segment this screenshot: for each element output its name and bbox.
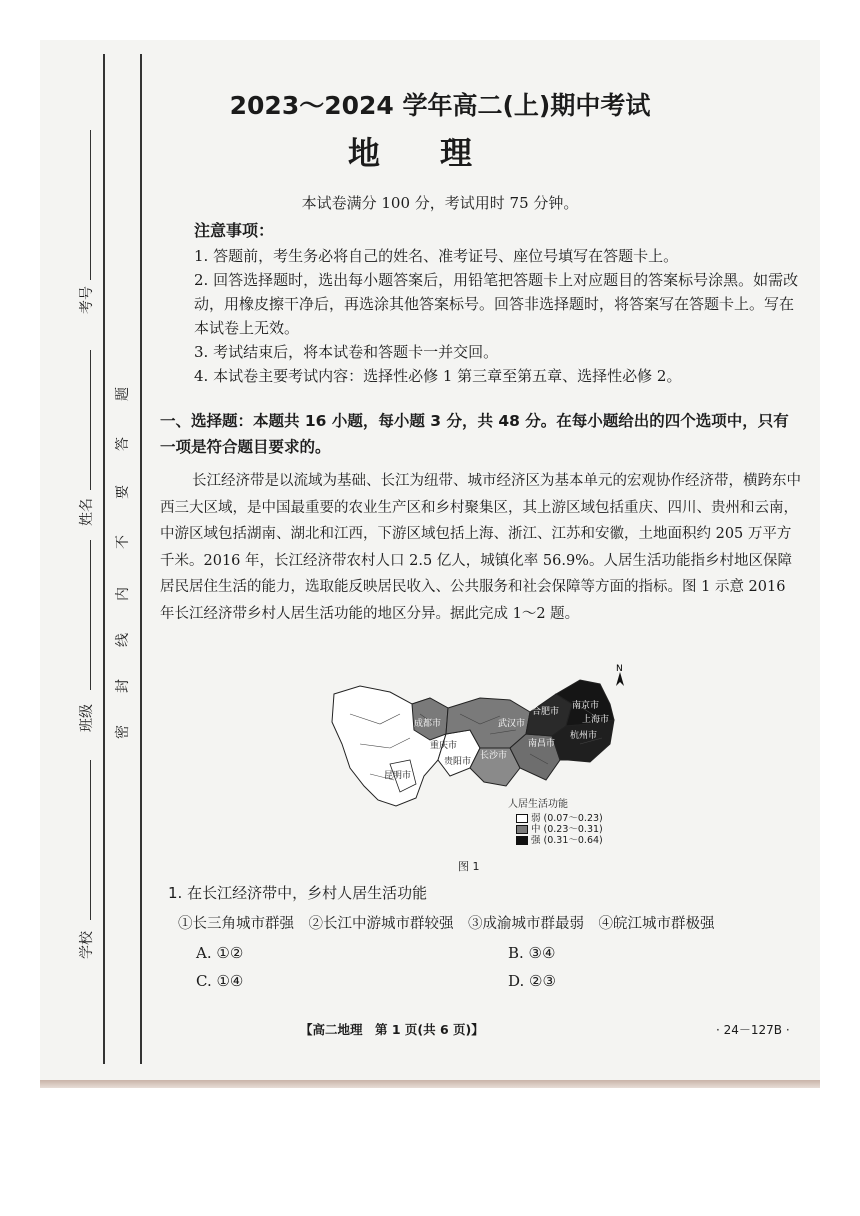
city-label: 上海市 xyxy=(582,715,610,725)
option-a: A. ①② xyxy=(196,944,244,962)
school-label: 学校 xyxy=(79,931,95,959)
exam-title: 2023～2024 学年高二(上)期中考试 xyxy=(229,91,651,120)
seal-char: 线 xyxy=(115,633,131,647)
city-label: 昆明市 xyxy=(384,771,412,781)
paper-code: · 24－127B · xyxy=(716,1023,790,1037)
seal-char: 要 xyxy=(115,485,131,499)
seal-char: 答 xyxy=(115,437,131,451)
option-d: D. ②③ xyxy=(508,972,556,990)
section-heading: 一、选择题：本题共 16 小题，每小题 3 分，共 48 分。在每小题给出的四个选项中，只有一项是符合题目要求的。 xyxy=(160,412,789,456)
notice-item-4: 4. 本试卷主要考试内容：选择性必修 1 第三章至第五章、选择性必修 2。 xyxy=(194,367,682,385)
notice-item-2: 2. 回答选择题时，选出每小题答案后，用铅笔把答题卡上对应题目的答案标号涂黑。如需改动，用橡皮擦干净后，再选涂其他答案标号。回答非选择题时，将答案写在答题卡上。写在本试卷上无效。 xyxy=(194,271,799,337)
city-label: 成都市 xyxy=(414,719,442,729)
legend-title: 人居生活功能 xyxy=(508,799,568,810)
name-label: 姓名 xyxy=(79,498,95,526)
notice-item-1: 1. 答题前，考生务必将自己的姓名、准考证号、座位号填写在答题卡上。 xyxy=(194,247,679,265)
city-label: 南昌市 xyxy=(528,739,556,749)
seal-char: 内 xyxy=(115,587,131,601)
city-label: 杭州市 xyxy=(570,731,598,741)
page-footer: 【高二地理 第 1 页(共 6 页)】 xyxy=(300,1022,484,1037)
north-arrow-icon xyxy=(616,672,624,686)
subject-title: 地理 xyxy=(347,134,532,172)
city-label: 长沙市 xyxy=(480,751,508,761)
passage-text: 长江经济带是以流域为基础、长江为纽带、城市经济区为基本单元的宏观协作经济带，横跨东中西三大区域，是中国最重要的农业生产区和乡村聚集区，其上游区域包括重庆、四川、贵州和云南，中游区域包括湖南、湖北和江西，下游区域包括上海、浙江、江苏和安徽，土地面积约 205 万平方千米。2016 年，长江经济带农村人口 2.5 亿人，城镇化率 56.9%。人居生活功能指乡村地区保障居民居住生活的能力，选取能反映居民收入、公共服务和社会保障等方面的指标。图 1 示意 2016 年长江经济带乡村人居生活功能的地区分异。据此完成 1～2 题。 xyxy=(160,473,801,622)
score-info: 本试卷满分 100 分，考试用时 75 分钟。 xyxy=(301,194,579,212)
legend-item-weak: 弱 (0.07～0.23) xyxy=(516,810,603,824)
binding-line-inner xyxy=(140,54,142,1064)
north-label: N xyxy=(616,664,623,674)
seal-char: 密 xyxy=(115,725,131,739)
name-line xyxy=(90,350,91,490)
question-1-stem: 1. 在长江经济带中，乡村人居生活功能 xyxy=(168,884,428,902)
notice-item-3: 3. 考试结束后，将本试卷和答题卡一并交回。 xyxy=(194,343,499,361)
binding-line-outer xyxy=(103,54,105,1064)
class-label: 班级 xyxy=(79,704,95,732)
city-label: 贵阳市 xyxy=(444,757,472,767)
school-line xyxy=(90,760,91,920)
seal-char: 不 xyxy=(115,535,131,549)
city-label: 武汉市 xyxy=(498,719,526,729)
legend-item-strong: 强 (0.31～0.64) xyxy=(516,832,603,846)
city-label: 南京市 xyxy=(572,701,600,711)
city-label: 合肥市 xyxy=(532,707,560,717)
class-line xyxy=(90,540,91,690)
exam-number-label: 考号 xyxy=(79,286,95,314)
seal-char: 题 xyxy=(115,387,131,401)
seal-char: 封 xyxy=(115,679,131,693)
notice-heading: 注意事项： xyxy=(194,221,275,240)
option-b: B. ③④ xyxy=(508,944,556,962)
question-1-statements: ①长三角城市群强 ②长江中游城市群较强 ③成渝城市群最弱 ④皖江城市群极强 xyxy=(178,916,715,932)
exam-number-line xyxy=(90,130,91,280)
paper-edge xyxy=(40,1080,820,1088)
legend-item-medium: 中 (0.23～0.31) xyxy=(516,821,603,835)
city-label: 重庆市 xyxy=(430,741,458,751)
option-c: C. ①④ xyxy=(196,972,244,990)
figure-caption: 图 1 xyxy=(458,860,480,873)
